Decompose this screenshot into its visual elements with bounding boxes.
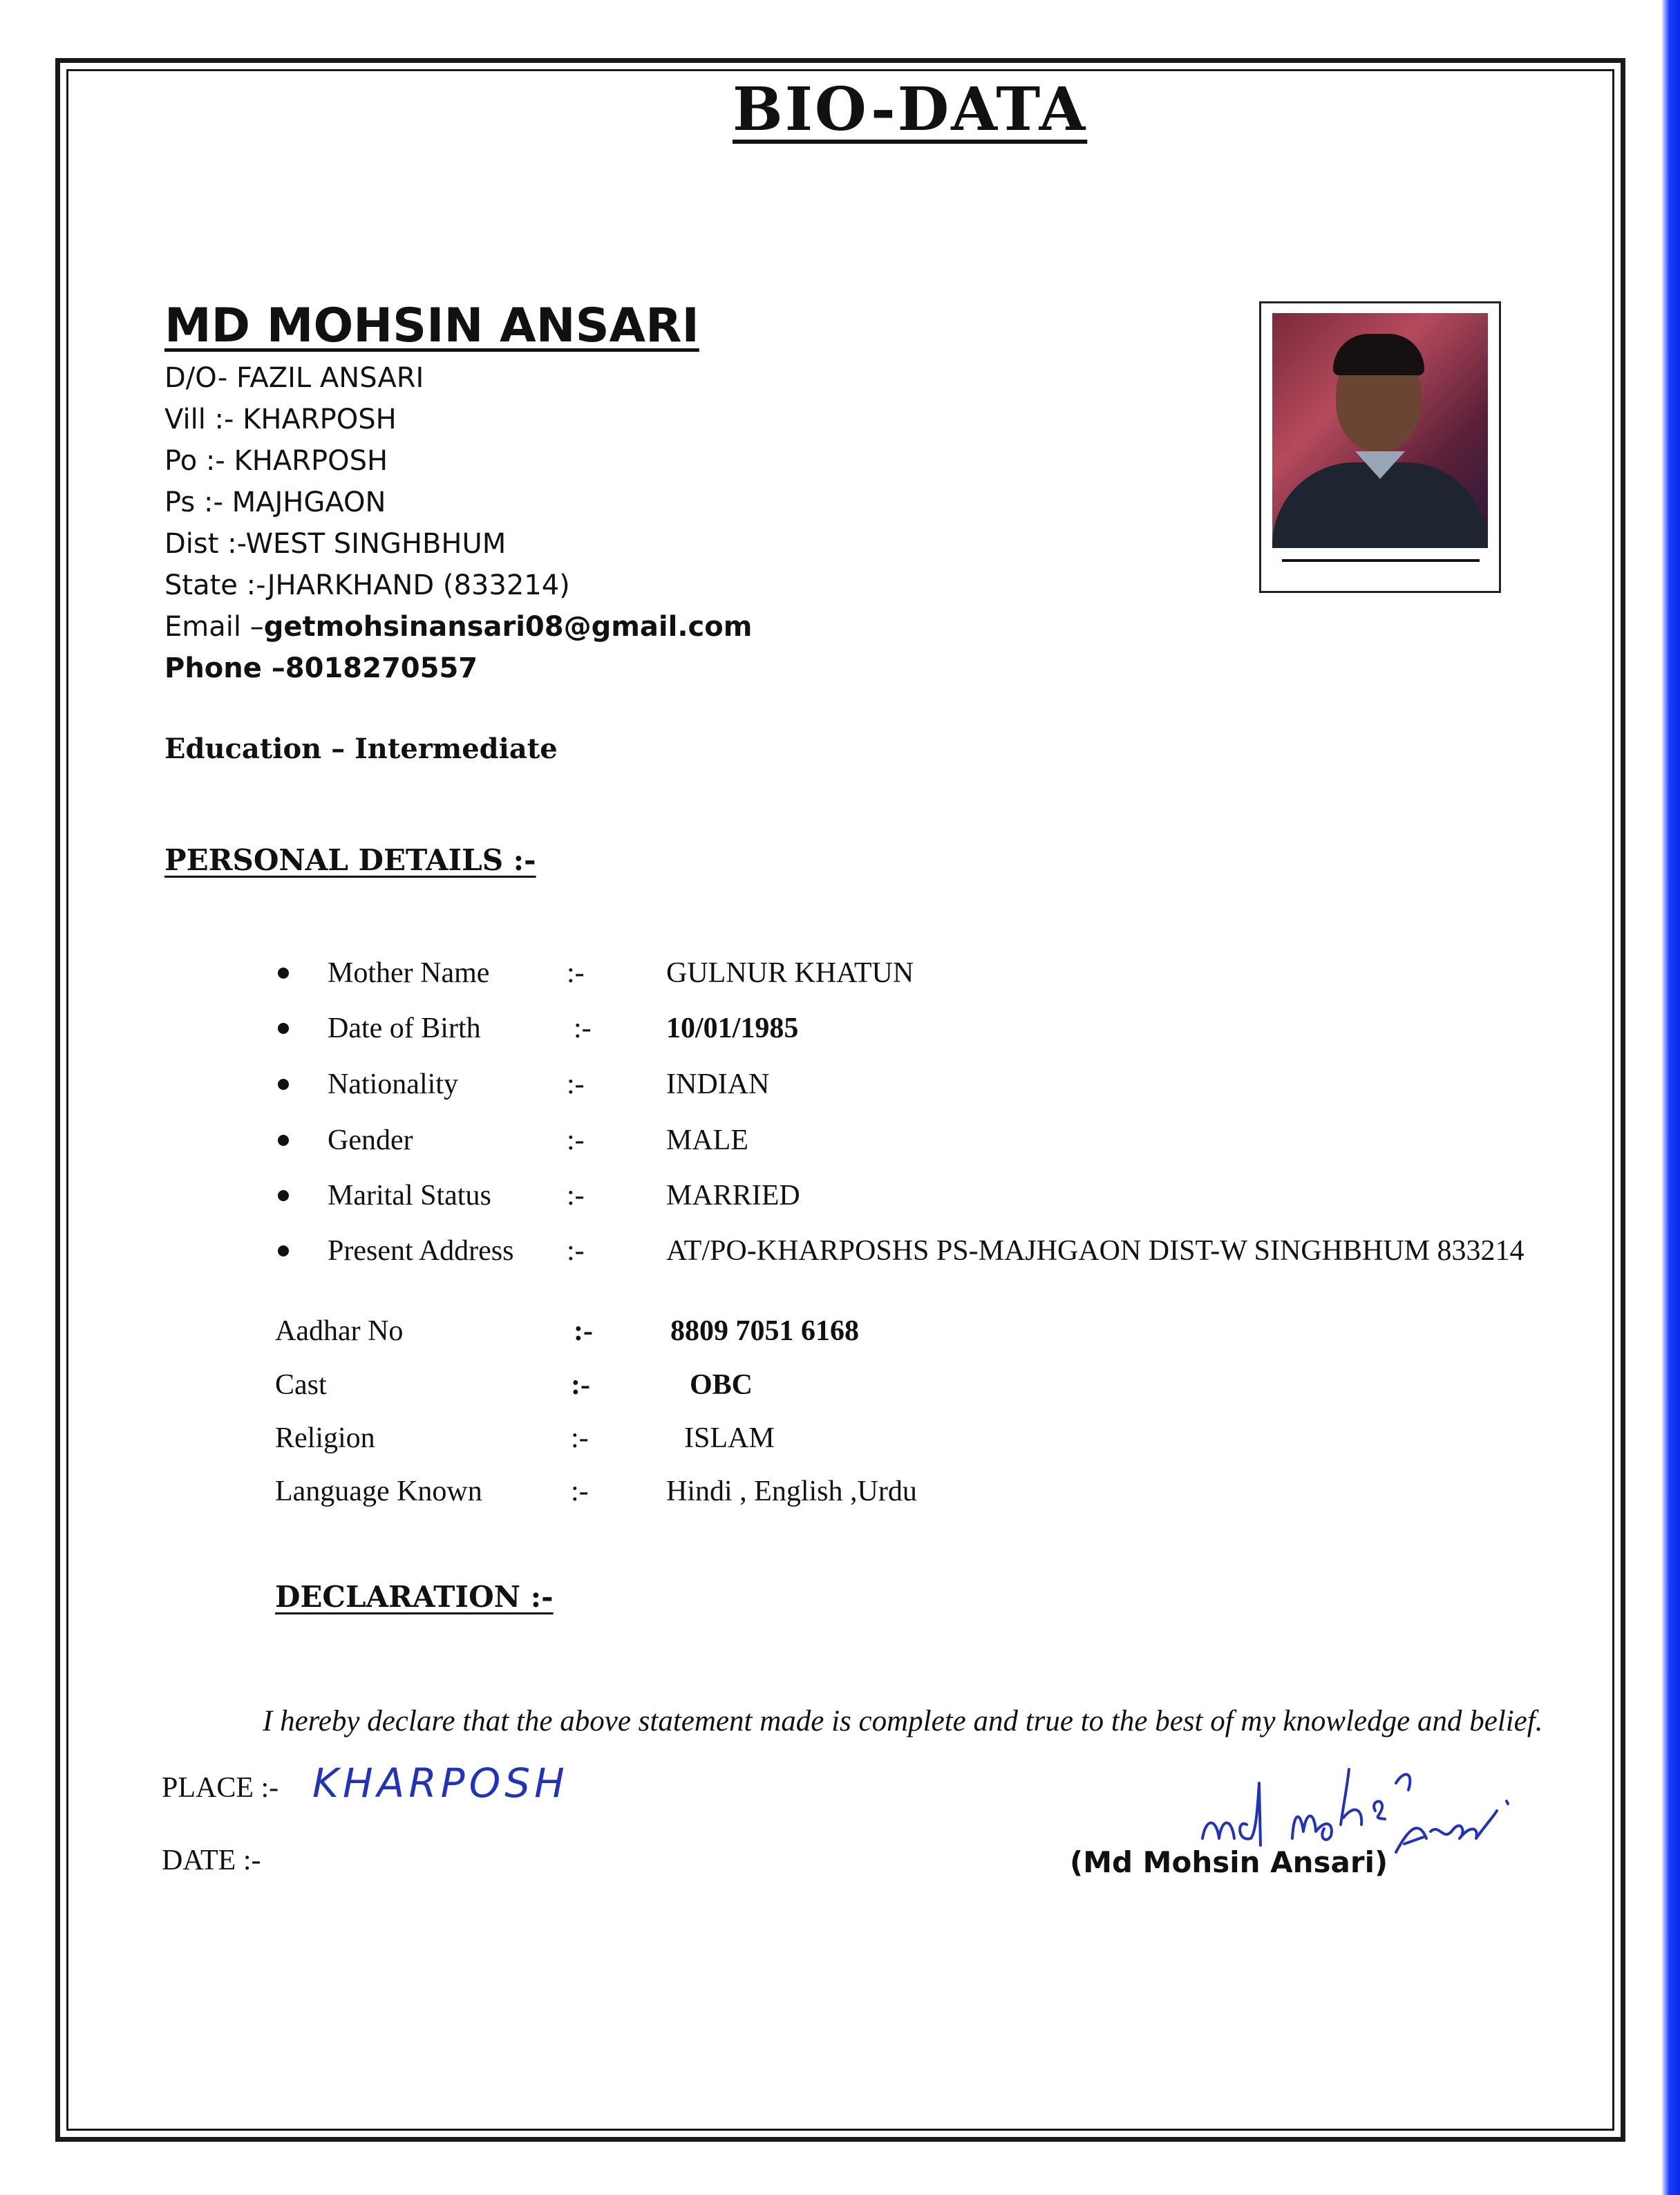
bullet-icon <box>278 1023 289 1034</box>
profile-photo <box>1272 313 1488 548</box>
bullet-icon <box>278 1135 289 1146</box>
post-office-line: Po :- KHARPOSH <box>164 445 388 477</box>
separator: :- <box>567 1124 585 1156</box>
bullet-icon <box>278 1079 289 1090</box>
personal-details-heading: PERSONAL DETAILS :- <box>164 843 536 877</box>
signature <box>1189 1742 1548 1880</box>
aadhar-value: 8809 7051 6168 <box>670 1315 859 1347</box>
signature-stroke-ansari <box>1396 1801 1508 1852</box>
police-station-line: Ps :- MAJHGAON <box>164 487 386 518</box>
bullet-icon <box>278 1190 289 1201</box>
mother-name-value: GULNUR KHATUN <box>666 957 914 989</box>
signature-stroke-n <box>1396 1774 1410 1790</box>
declaration-heading: DECLARATION :- <box>275 1580 554 1614</box>
state-line: State :-JHARKHAND (833214) <box>164 569 570 601</box>
parent-line: D/O- FAZIL ANSARI <box>164 362 424 394</box>
dob-label: Date of Birth <box>328 1012 481 1044</box>
present-address-label: Present Address <box>328 1235 514 1267</box>
education-line: Education – Intermediate <box>164 733 558 765</box>
gender-label: Gender <box>328 1124 413 1156</box>
photo-hair <box>1333 334 1424 375</box>
separator: :- <box>574 1012 592 1044</box>
village-line: Vill :- KHARPOSH <box>164 404 397 435</box>
scan-edge <box>1662 0 1680 2195</box>
nationality-value: INDIAN <box>666 1068 770 1100</box>
date-label: DATE :- <box>162 1845 261 1876</box>
gender-value: MALE <box>666 1124 748 1156</box>
separator: :- <box>567 957 585 989</box>
signatory-name: (Md Mohsin Ansari) <box>1070 1845 1388 1879</box>
email-label: Email – <box>164 611 264 643</box>
signature-stroke-h <box>1341 1769 1361 1825</box>
aadhar-label: Aadhar No <box>275 1315 404 1347</box>
dob-value: 10/01/1985 <box>666 1012 799 1044</box>
religion-value: ISLAM <box>684 1422 775 1454</box>
place-handwritten: KHARPOSH <box>312 1760 569 1807</box>
place-label: PLACE :- <box>162 1772 279 1804</box>
separator: :- <box>567 1180 585 1212</box>
cast-label: Cast <box>275 1369 327 1401</box>
separator: :- <box>571 1369 590 1401</box>
marital-status-value: MARRIED <box>666 1180 800 1212</box>
signature-stroke-m <box>1202 1823 1234 1839</box>
cast-value: OBC <box>690 1369 753 1401</box>
separator: :- <box>571 1476 589 1507</box>
email-line <box>164 611 752 643</box>
present-address-value: AT/PO-KHARPOSHS PS-MAJHGAON DIST-W SINGHBHUM 833214 <box>666 1235 1525 1267</box>
separator: :- <box>574 1315 593 1347</box>
language-label: Language Known <box>275 1476 482 1507</box>
photo-underline <box>1282 559 1480 562</box>
nationality-label: Nationality <box>328 1068 458 1100</box>
declaration-text: I hereby declare that the above statement made is complete and true to the best of my knowledge and belief. <box>263 1705 1543 1737</box>
email-value: getmohsinansari08@gmail.com <box>263 611 753 643</box>
district-line: Dist :-WEST SINGHBHUM <box>164 528 507 560</box>
mother-name-label: Mother Name <box>328 957 490 989</box>
separator: :- <box>567 1068 585 1100</box>
phone-line: Phone –8018270557 <box>164 652 478 684</box>
candidate-name: MD MOHSIN ANSARI <box>164 299 699 353</box>
marital-status-label: Marital Status <box>328 1180 491 1212</box>
document-title: BIO-DATA <box>733 75 1088 144</box>
signature-stroke-d <box>1240 1783 1261 1845</box>
language-value: Hindi , English ,Urdu <box>666 1476 917 1507</box>
bullet-icon <box>278 968 289 979</box>
separator: :- <box>571 1422 589 1454</box>
signature-stroke-s <box>1374 1801 1385 1819</box>
signature-stroke-mo <box>1292 1816 1332 1840</box>
bullet-icon <box>278 1245 289 1256</box>
photo-frame <box>1259 301 1501 593</box>
religion-label: Religion <box>275 1422 375 1454</box>
separator: :- <box>567 1235 585 1267</box>
